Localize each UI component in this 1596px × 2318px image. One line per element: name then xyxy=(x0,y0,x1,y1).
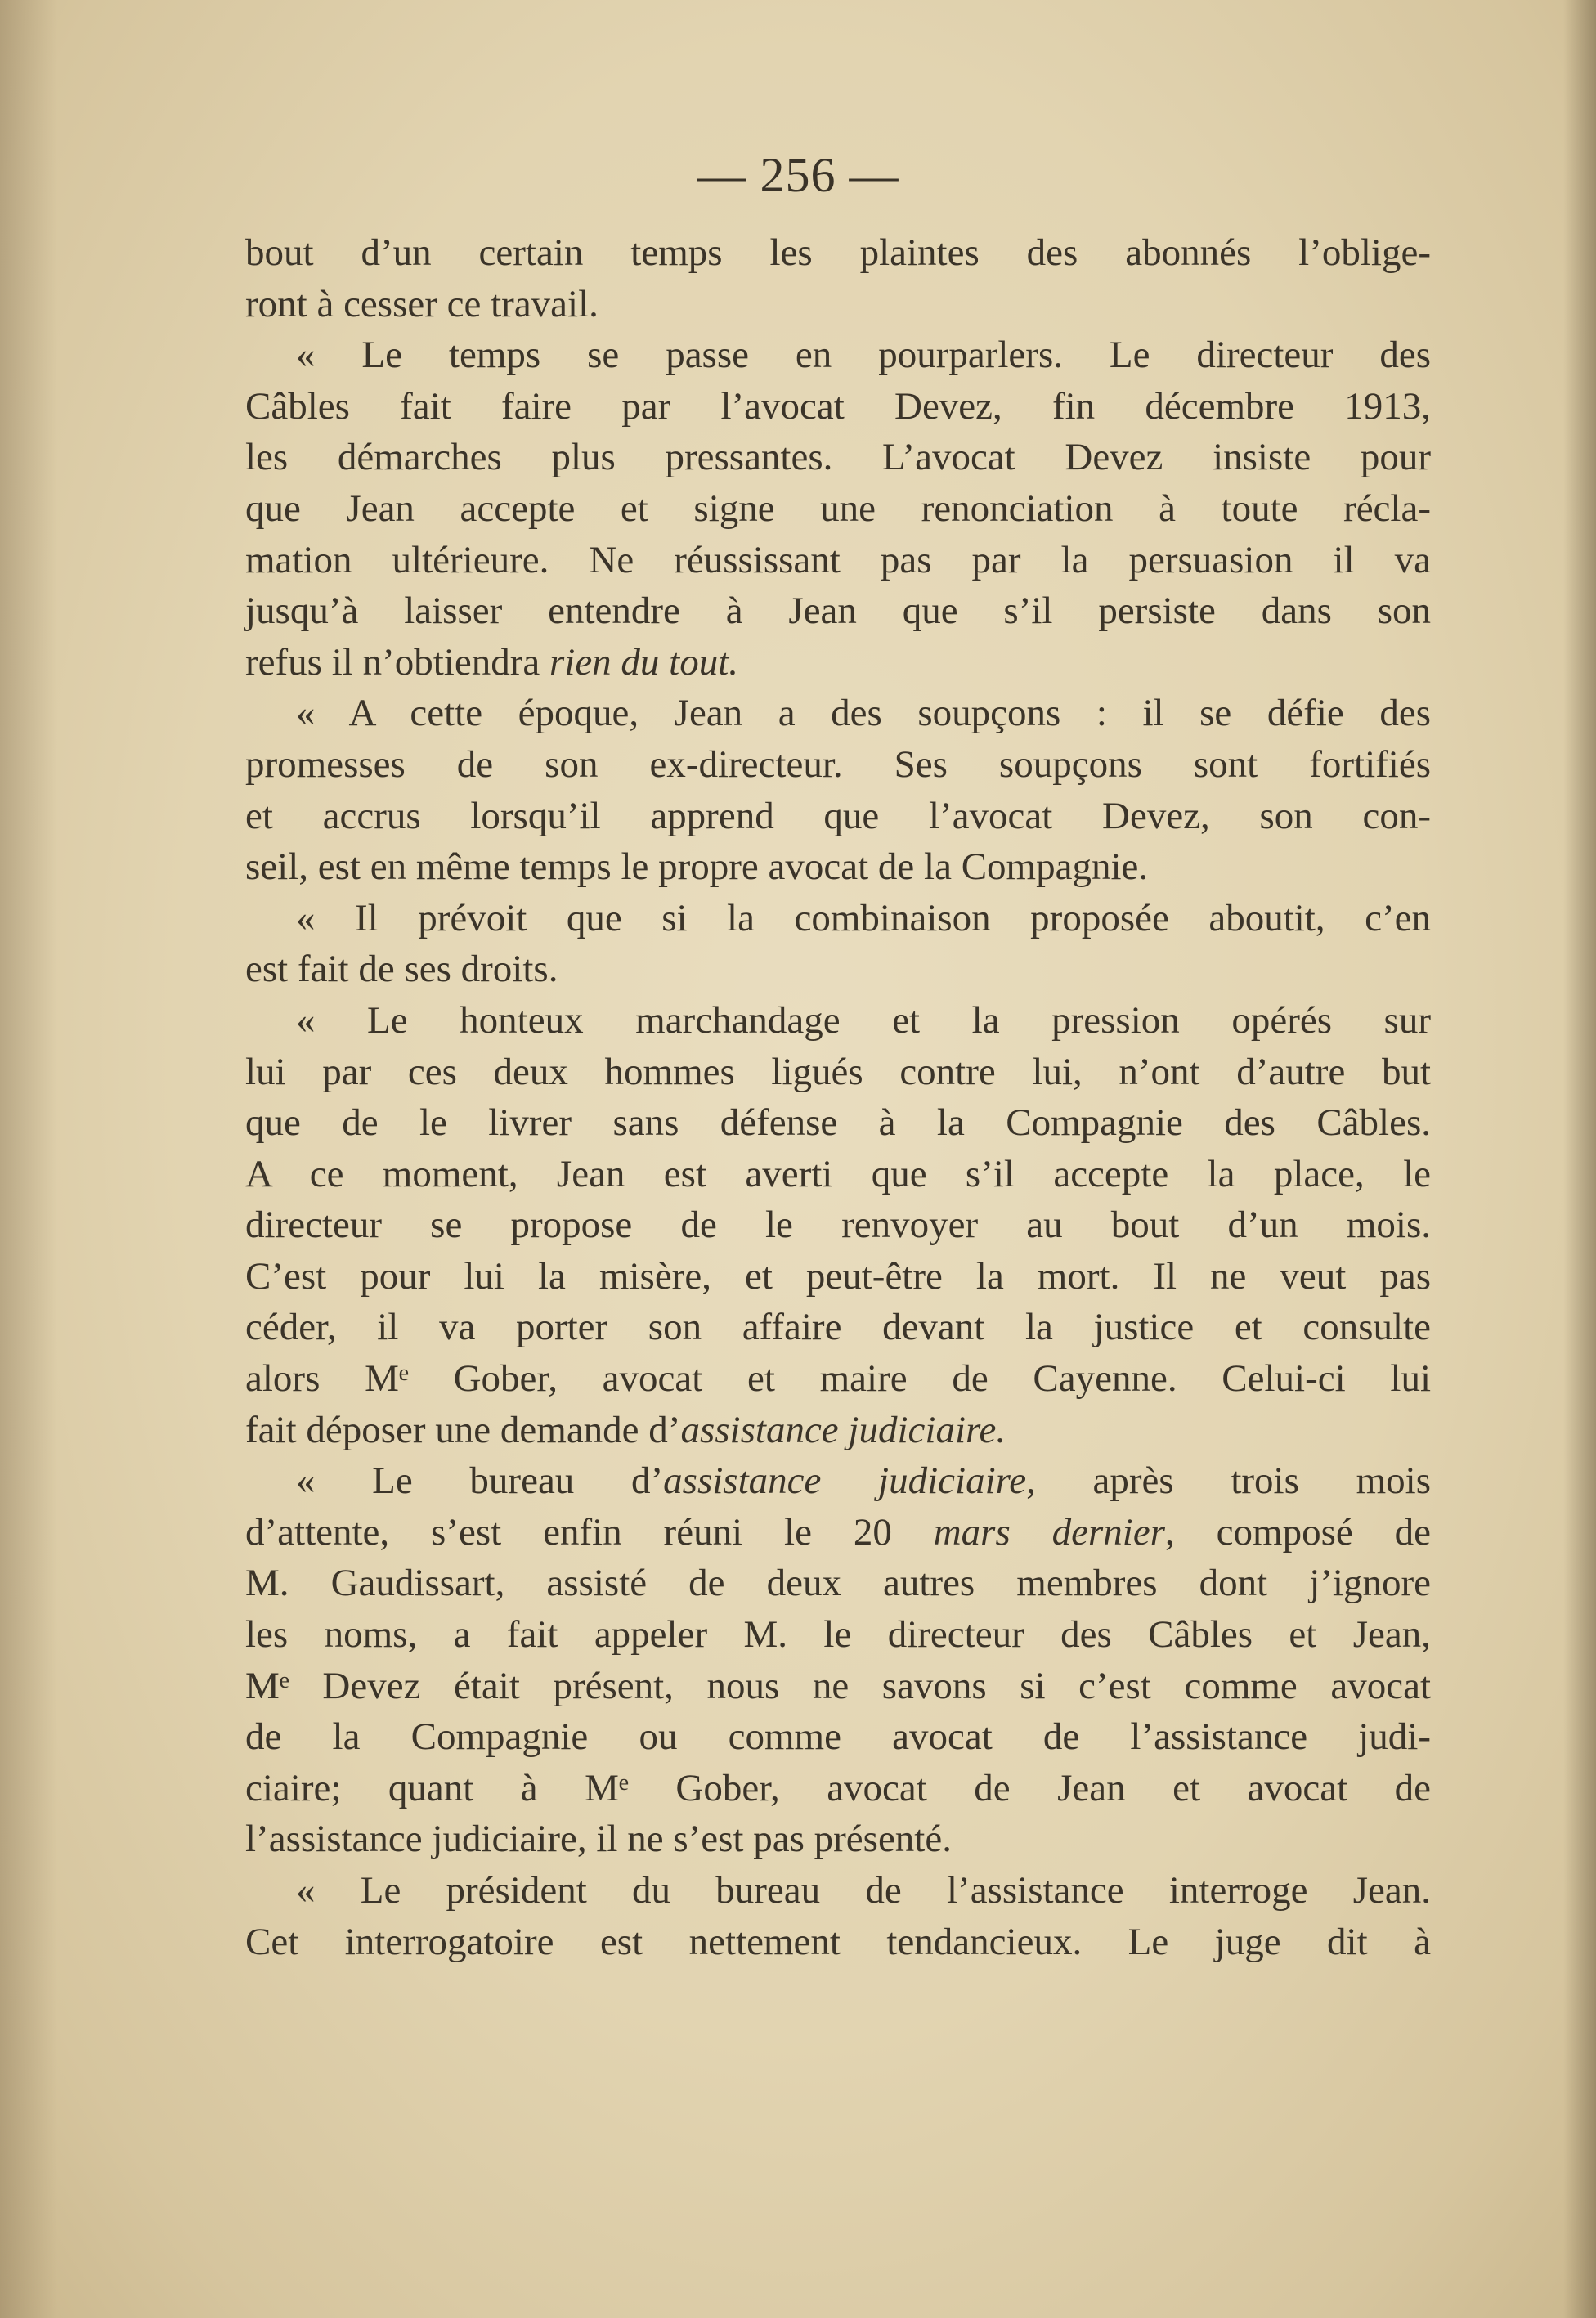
line-text: que Jean accepte et signe une renonciation à toute récla- xyxy=(245,486,1431,530)
line-text: fait déposer une demande d’ xyxy=(245,1408,681,1451)
text-line xyxy=(245,381,1431,433)
line-italic: rien du tout. xyxy=(549,640,739,684)
binding-shadow xyxy=(0,0,57,2318)
text-line xyxy=(245,1047,1431,1098)
line-text: lui par ces deux hommes ligués contre lui, n’ont d’autre but xyxy=(245,1050,1431,1093)
line-text: Câbles fait faire par l’avocat Devez, fin décembre 1913, xyxy=(245,384,1431,428)
text-line xyxy=(245,483,1431,535)
text-line xyxy=(245,1149,1431,1200)
line-text: de la Compagnie ou comme avocat de l’assistance judi- xyxy=(245,1715,1431,1759)
text-line xyxy=(245,1251,1431,1302)
text-line xyxy=(245,1917,1431,1968)
text-line xyxy=(245,585,1431,637)
line-italic: assistance judiciaire. xyxy=(680,1408,1006,1451)
line-text: est fait de ses droits. xyxy=(245,948,558,991)
line-text: bout d’un certain temps les plaintes des abonnés l’oblige- xyxy=(245,231,1431,274)
text-line xyxy=(245,432,1431,483)
line-text: l’assistance judiciaire, il ne s’est pas présenté. xyxy=(245,1818,952,1861)
text-line xyxy=(245,1558,1431,1609)
text-line xyxy=(245,1609,1431,1661)
text-line xyxy=(245,944,1431,995)
text-line xyxy=(245,1199,1431,1251)
text-line xyxy=(245,227,1431,279)
line-text: refus il n’obtiendra xyxy=(245,640,549,684)
text-line xyxy=(245,1661,1431,1712)
line-text: les démarches plus pressantes. L’avocat Devez insiste pour xyxy=(245,436,1431,479)
text-line xyxy=(245,1302,1431,1353)
line-text-after: , après trois mois xyxy=(1026,1459,1431,1503)
line-italic: mars dernier xyxy=(933,1510,1166,1554)
text-line xyxy=(245,1814,1431,1865)
line-text: « A cette époque, Jean a des soupçons : il se défie des xyxy=(296,692,1431,735)
line-text: ciaire; quant à Mᵉ Gober, avocat de Jean et avocat de xyxy=(245,1766,1431,1809)
line-text: directeur se propose de le renvoyer au bout d’un mois. xyxy=(245,1204,1431,1247)
text-line xyxy=(245,1763,1431,1814)
text-line xyxy=(245,330,1431,381)
line-italic: assistance judiciaire xyxy=(663,1459,1027,1503)
text-line xyxy=(245,1507,1431,1558)
text-line xyxy=(245,893,1431,944)
line-text: d’attente, s’est enfin réuni le 20 xyxy=(245,1510,934,1554)
text-line xyxy=(245,1455,1431,1507)
text-line xyxy=(245,1865,1431,1917)
text-line xyxy=(245,995,1431,1047)
line-text: promesses de son ex-directeur. Ses soupçons sont fortifiés xyxy=(245,742,1431,786)
page-edge xyxy=(1563,0,1596,2318)
line-text: les noms, a fait appeler M. le directeur des Câbles et Jean, xyxy=(245,1613,1431,1657)
line-text: alors Mᵉ Gober, avocat et maire de Cayenne. Celui-ci lui xyxy=(245,1357,1431,1401)
line-text: Cet interrogatoire est nettement tendancieux. Le juge dit à xyxy=(245,1920,1431,1963)
text-line xyxy=(245,841,1431,893)
line-text: « Il prévoit que si la combinaison proposée aboutit, c’en xyxy=(296,896,1431,939)
text-line xyxy=(245,1353,1431,1405)
text-line xyxy=(245,637,1431,688)
line-text: « Le temps se passe en pourparlers. Le directeur des xyxy=(296,334,1431,377)
line-text: Mᵉ Devez était présent, nous ne savons si c’est comme avocat xyxy=(245,1664,1431,1707)
line-text: et accrus lorsqu’il apprend que l’avocat Devez, son con- xyxy=(245,794,1431,837)
line-text: seil, est en même temps le propre avocat de la Compagnie. xyxy=(245,845,1149,889)
line-text: que de le livrer sans défense à la Compagnie des Câbles. xyxy=(245,1101,1431,1145)
text-line xyxy=(245,791,1431,842)
line-text: mation ultérieure. Ne réussissant pas par la persuasion il va xyxy=(245,538,1431,581)
line-text: ront à cesser ce travail. xyxy=(245,282,598,325)
line-text: C’est pour lui la misère, et peut-être la mort. Il ne veut pas xyxy=(245,1254,1431,1298)
line-text: M. Gaudissart, assisté de deux autres membres dont j’ignore xyxy=(245,1562,1431,1605)
line-text-after: , composé de xyxy=(1165,1510,1431,1554)
line-text: « Le président du bureau de l’assistance interroge Jean. xyxy=(296,1869,1431,1912)
text-line xyxy=(245,1097,1431,1149)
text-line xyxy=(245,688,1431,739)
text-line xyxy=(245,1405,1431,1456)
text-line xyxy=(245,279,1431,330)
text-line xyxy=(245,1711,1431,1763)
text-line xyxy=(245,535,1431,586)
line-text: céder, il va porter son affaire devant la justice et consulte xyxy=(245,1306,1431,1349)
page-number: — 256 — xyxy=(697,148,899,202)
body-text xyxy=(245,227,1431,1967)
line-text: « Le bureau d’ xyxy=(296,1459,664,1503)
line-text: A ce moment, Jean est averti que s’il accepte la place, le xyxy=(245,1152,1431,1195)
line-text: « Le honteux marchandage et la pression opérés sur xyxy=(296,998,1431,1042)
text-line xyxy=(245,739,1431,791)
line-text: jusqu’à laisser entendre à Jean que s’il persiste dans son xyxy=(245,590,1431,633)
